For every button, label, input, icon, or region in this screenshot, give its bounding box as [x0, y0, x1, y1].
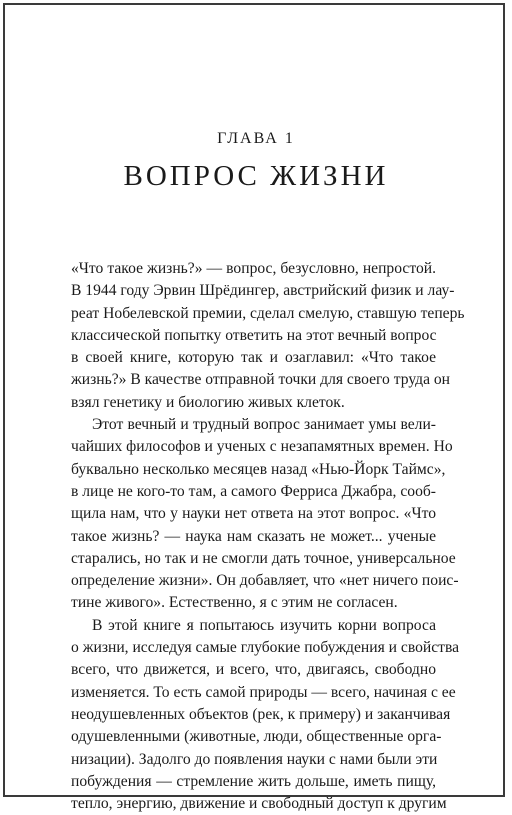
text-line: в лице не кого-то там, а самого Ферриса Джабра, сооб-	[71, 482, 436, 500]
text-line: В 1944 году Эрвин Шрёдингер, австрийский физик и лау-	[71, 282, 455, 300]
body-text	[71, 258, 465, 815]
text-line: в своей книге, которую так и озаглавил: «Что такое	[71, 349, 436, 367]
text-line: «Что такое жизнь?» — вопрос, безусловно, непростой.	[71, 260, 436, 277]
text-line: буквально несколько месяцев назад «Нью-Йорк Таймс»,	[71, 460, 446, 478]
text-line: о жизни, исследуя самые глубокие побуждения и свойства	[71, 639, 460, 657]
text-line: жизнь?» В качестве отправной точки для своего труда он	[71, 371, 451, 389]
chapter-label: ГЛАВА 1	[217, 130, 295, 147]
text-line: реат Нобелевской премии, сделал смелую, ставшую теперь	[71, 304, 465, 322]
text-line: тепло, энергию, движение и свободный доступ к другим	[71, 795, 447, 813]
text-line: низации). Задолго до появления науки с нами были эти	[71, 750, 438, 768]
text-line: побуждения — стремление жить дольше, иметь пищу,	[71, 772, 436, 790]
text-line: такое жизнь? — наука нам сказать не может... ученые	[71, 527, 436, 545]
text-line: одушевленными (животные, люди, общественные орга-	[71, 728, 442, 746]
chapter-title: ВОПРОС ЖИЗНИ	[123, 160, 389, 192]
text-line: тине живого». Естественно, я с этим не согласен.	[71, 594, 398, 612]
text-line: чайших философов и ученых с незапамятных времен. Но	[71, 438, 453, 456]
text-line: взял генетику и биологию живых клеток.	[71, 393, 345, 411]
text-line: классической попытку ответить на этот вечный вопрос	[71, 326, 437, 344]
text-line: изменяется. То есть самой природы — всего, начиная с ее	[71, 683, 456, 701]
text-line: В этой книге я попытаюсь изучить корни вопроса	[92, 616, 436, 634]
text-line: всего, что движется, и всего, что, двигаясь, свободно	[71, 661, 436, 679]
text-line: щила нам, что у науки нет ответа на этот вопрос. «Что	[71, 505, 436, 523]
text-line: старались, но так и не смогли дать точное, универсальное	[71, 549, 456, 567]
text-line: Этот вечный и трудный вопрос занимает умы вели-	[92, 416, 436, 434]
text-line: определение жизни». Он добавляет, что «нет ничего поис-	[71, 572, 459, 590]
text-line: неодушевленных объектов (рек, к примеру) и заканчивая	[71, 705, 451, 723]
